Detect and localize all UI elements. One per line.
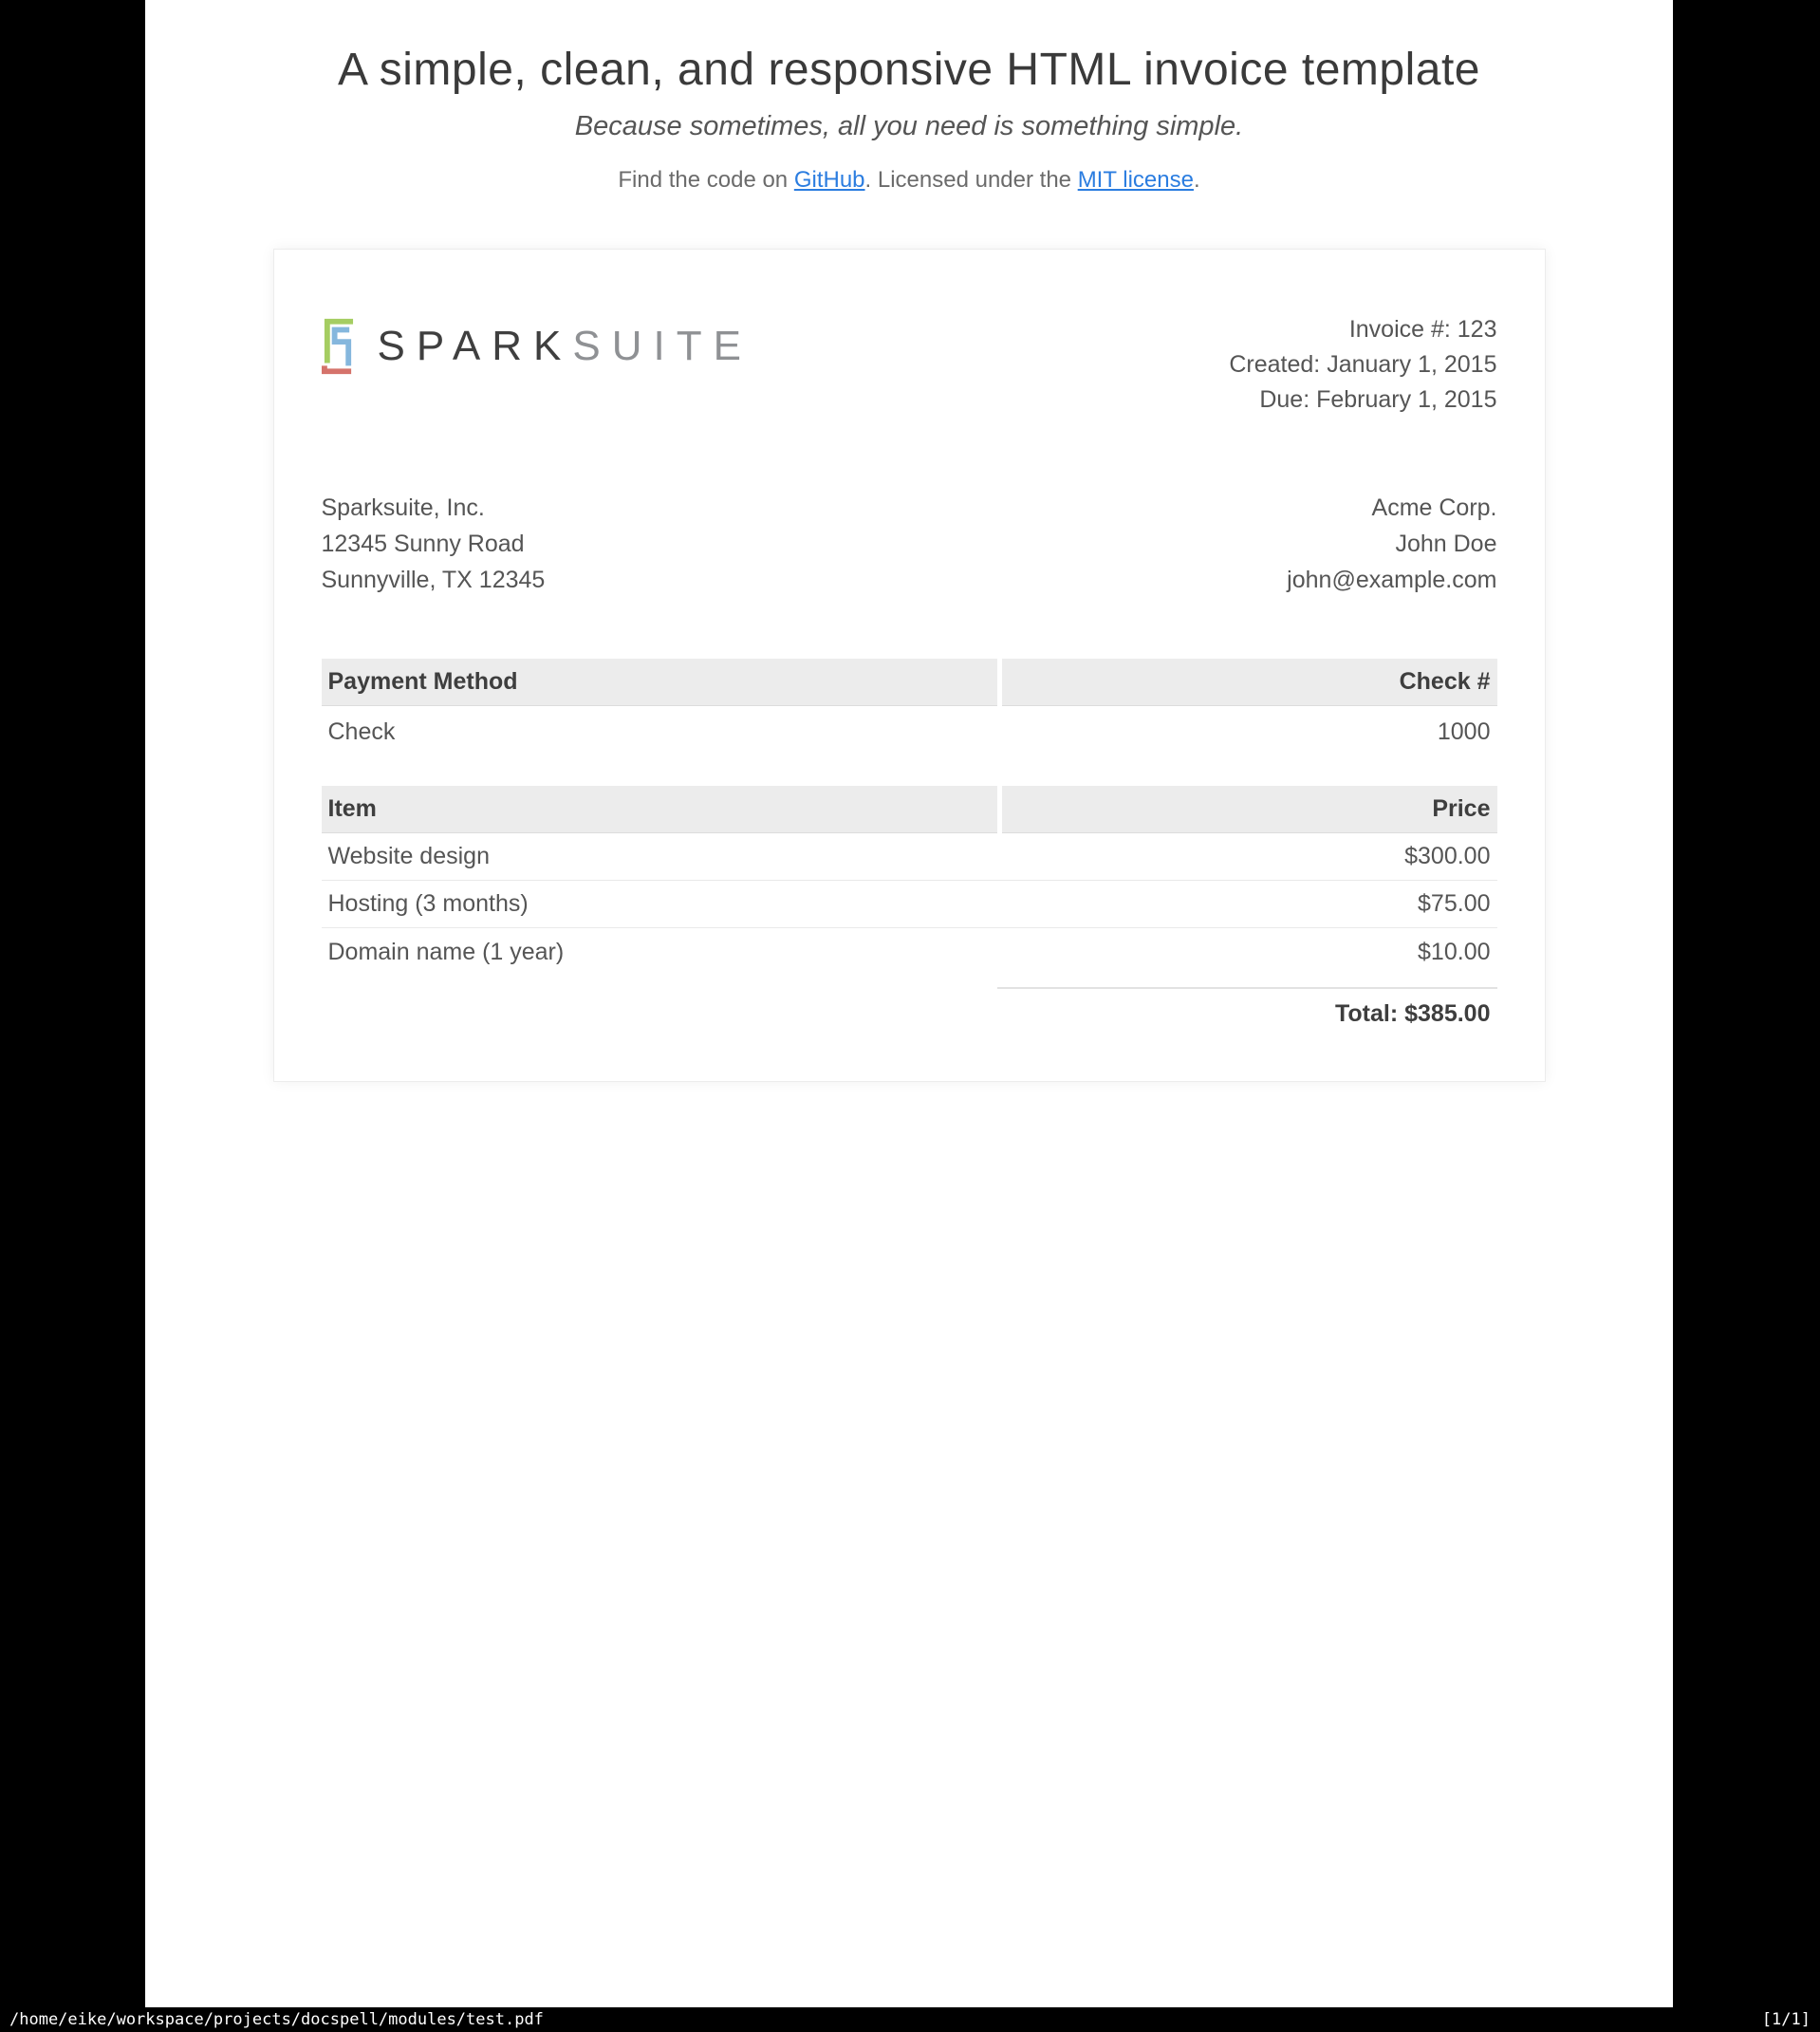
- recipient-email: john@example.com: [1287, 567, 1497, 593]
- mit-license-link[interactable]: MIT license: [1077, 167, 1194, 193]
- payment-method-header: Payment Method: [322, 659, 997, 706]
- logo-wordmark: [378, 323, 752, 370]
- payment-method-value: Check: [327, 718, 396, 745]
- item-price: $75.00: [1418, 890, 1491, 917]
- item-price: $10.00: [1418, 938, 1491, 965]
- table-row: [322, 928, 1497, 976]
- invoice-header: [322, 312, 1497, 418]
- invoice-box: [273, 249, 1546, 1082]
- viewer-statusbar: [0, 2007, 1820, 2032]
- item-column-header: Item: [322, 786, 997, 833]
- invoice-number: Invoice #: 123: [1348, 316, 1497, 343]
- sparksuite-logo-icon: [322, 316, 355, 377]
- company-logo: [322, 316, 752, 377]
- recipient-company: Acme Corp.: [1371, 494, 1497, 521]
- item-name: Domain name (1 year): [327, 938, 565, 965]
- statusbar-file-path: /home/eike/workspace/projects/docspell/modules/test.pdf: [9, 2010, 544, 2029]
- address-section: [322, 490, 1497, 598]
- sender-city: Sunnyville, TX 12345: [321, 567, 546, 593]
- statusbar-page-indicator: [1/1]: [1761, 2010, 1811, 2029]
- links-suffix: .: [1193, 167, 1200, 193]
- pdf-page: [145, 0, 1673, 2007]
- table-row: [322, 833, 1497, 881]
- logo-wordmark-primary: SPARK: [377, 323, 573, 369]
- logo-wordmark-secondary: SUITE: [572, 323, 752, 369]
- check-number-header: Check #: [1002, 659, 1497, 706]
- items-table-header: [322, 786, 1497, 833]
- total-row: [322, 987, 1497, 1028]
- payment-table-row: [322, 706, 1497, 757]
- sender-street: 12345 Sunny Road: [321, 531, 525, 557]
- sender-company: Sparksuite, Inc.: [321, 494, 485, 521]
- table-row: [322, 881, 1497, 928]
- links-line: [145, 167, 1673, 194]
- check-number-value: 1000: [1437, 718, 1491, 745]
- page-title: A simple, clean, and responsive HTML invoice template: [338, 45, 1480, 95]
- sender-address: [322, 490, 546, 598]
- github-link[interactable]: GitHub: [793, 167, 865, 193]
- item-name: Hosting (3 months): [327, 890, 529, 917]
- invoice-due-date: Due: February 1, 2015: [1259, 386, 1497, 413]
- recipient-name: John Doe: [1395, 531, 1497, 557]
- page-subtitle: Because sometimes, all you need is something simple.: [574, 111, 1244, 141]
- recipient-address: [1287, 490, 1496, 598]
- item-name: Website design: [327, 843, 490, 869]
- invoice-total: Total: $385.00: [997, 987, 1497, 1028]
- invoice-created-date: Created: January 1, 2015: [1229, 351, 1497, 378]
- links-prefix: Find the code on: [618, 167, 794, 193]
- invoice-meta: [1229, 312, 1496, 418]
- price-column-header: Price: [1002, 786, 1497, 833]
- item-price: $300.00: [1404, 843, 1491, 869]
- links-middle: . Licensed under the: [864, 167, 1078, 193]
- payment-table-header: [322, 659, 1497, 706]
